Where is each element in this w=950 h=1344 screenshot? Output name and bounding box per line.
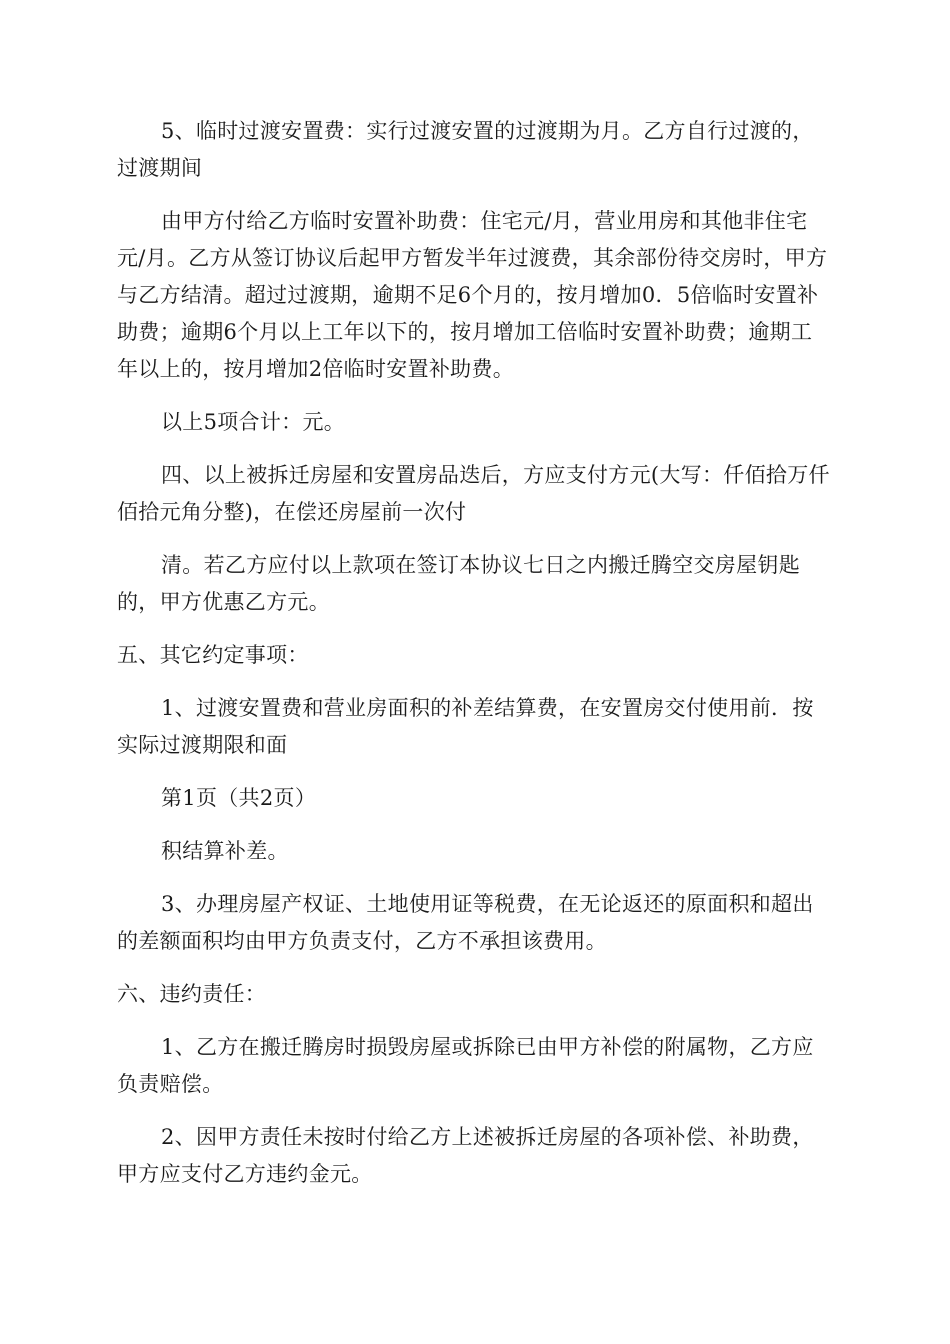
paragraph-total: 以上5项合计：元。	[161, 410, 346, 434]
heading-section-six: 六、违约责任：	[117, 982, 267, 1006]
paragraph-other-item-1: 1、过渡安置费和营业房面积的补差结算费，在安置房交付使用前．按实际过渡期限和面	[117, 696, 814, 757]
page-number-label: 第1页（共2页）	[161, 786, 317, 810]
heading-section-five: 五、其它约定事项：	[117, 643, 309, 667]
paragraph-transition-fee: 5、临时过渡安置费：实行过渡安置的过渡期为月。乙方自行过渡的，过渡期间	[117, 119, 814, 180]
paragraph-breach-item-1: 1、乙方在搬迁腾房时损毁房屋或拆除已由甲方补偿的附属物，乙方应负责赔偿。	[117, 1035, 814, 1096]
paragraph-section-four: 四、以上被拆迁房屋和安置房品迭后，方应支付方元(大写：仟佰拾万仟佰拾元角分整)，在偿还房屋前一次付	[117, 463, 830, 524]
paragraph-settlement: 清。若乙方应付以上款项在签订本协议七日之内搬迁腾空交房屋钥匙的，甲方优惠乙方元。	[117, 553, 800, 614]
paragraph-subsidy-details: 由甲方付给乙方临时安置补助费：住宅元/月，营业用房和其他非住宅元/月。乙方从签订协议后起甲方暂发半年过渡费，其余部份待交房时，甲方与乙方结清。超过过渡期，逾期不足6个月的，按月增加0．5倍临时安置补助费；逾期6个月以上工年以下的，按月增加工倍临时安置补助费；逾期工年以上的，按月增加2倍临时安置补助费。	[117, 209, 828, 381]
document-body	[117, 113, 833, 1209]
paragraph-breach-item-2: 2、因甲方责任未按时付给乙方上述被拆迁房屋的各项补偿、补助费，甲方应支付乙方违约金元。	[117, 1125, 814, 1186]
paragraph-area-settlement: 积结算补差。	[161, 839, 289, 863]
paragraph-other-item-3: 3、办理房屋产权证、土地使用证等税费，在无论返还的原面积和超出的差额面积均由甲方负责支付，乙方不承担该费用。	[117, 892, 814, 953]
